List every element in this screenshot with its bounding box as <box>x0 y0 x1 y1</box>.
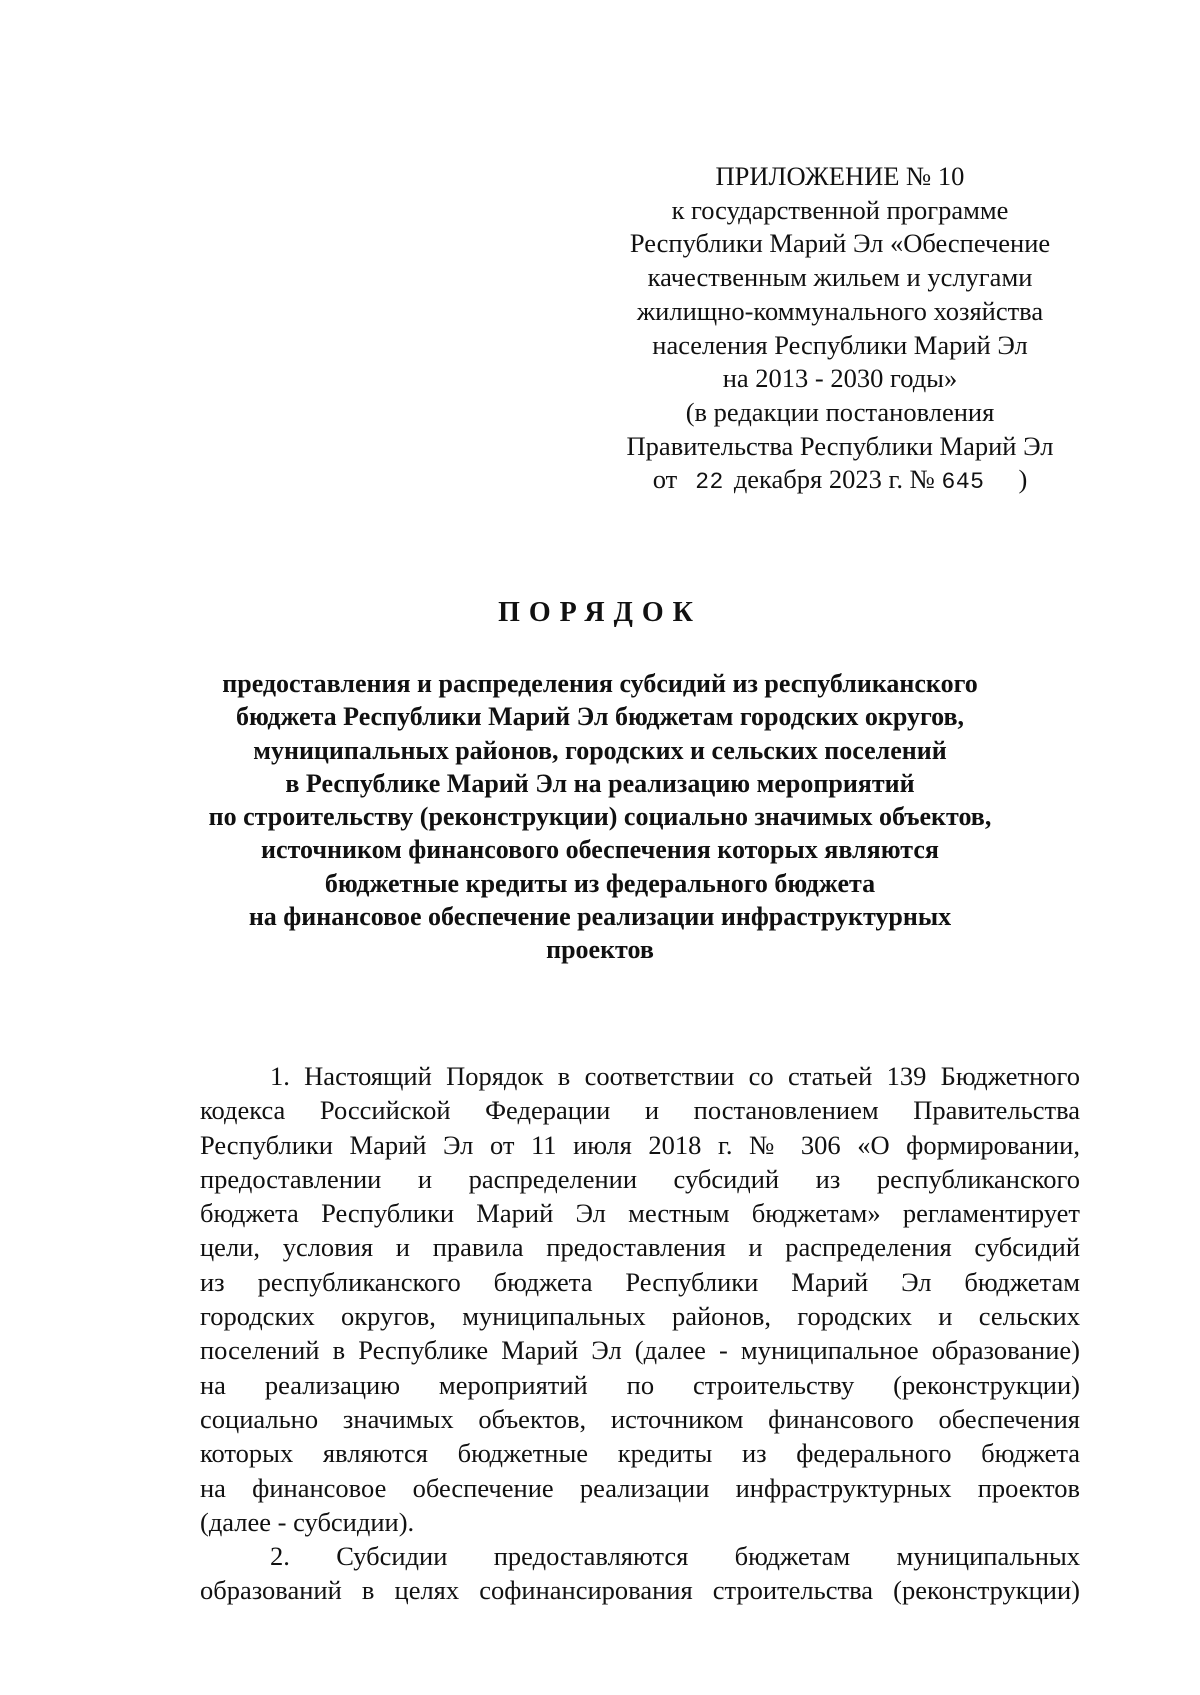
subtitle-line: источником финансового обеспечения которых являются <box>261 835 939 865</box>
subtitle-line: муниципальных районов, городских и сельских поселений <box>253 735 947 765</box>
paragraph-line: поселений в Республике Марий Эл (далее - муниципальное образование) <box>200 1335 1080 1366</box>
paragraph-line: 1. Настоящий Порядок в соответствии со статьей 139 Бюджетного <box>270 1061 1080 1091</box>
paragraph-line: образований в целях софинансирования строительства (реконструкции) <box>200 1575 1080 1606</box>
paragraph-line: на реализацию мероприятий по строительству (реконструкции) <box>200 1369 1080 1400</box>
document-title: ПОРЯДОК <box>498 597 702 628</box>
date-month-year: декабря 2023 г. № <box>733 464 935 495</box>
paragraph-line: которых являются бюджетные кредиты из федерального бюджета <box>200 1438 1080 1469</box>
paragraph-line: кодекса Российской Федерации и постановлением Правительства <box>200 1095 1080 1126</box>
paragraph-1 <box>200 1059 1080 1539</box>
paragraph-line: на финансовое обеспечение реализации инфраструктурных проектов <box>200 1472 1080 1503</box>
document-subtitle <box>150 667 1050 967</box>
appendix-line: качественным жильем и услугами <box>647 262 1033 293</box>
appendix-line: ПРИЛОЖЕНИЕ № 10 <box>715 161 965 191</box>
paragraph-line: из республиканского бюджета Республики Марий Эл бюджетам <box>200 1266 1080 1297</box>
subtitle-line: бюджетные кредиты из федерального бюджета <box>324 868 876 898</box>
appendix-line: Правительства Республики Марий Эл <box>626 430 1054 461</box>
date-day: 22 <box>695 469 724 496</box>
document-body <box>200 1059 1080 1608</box>
appendix-line: жилищно-коммунального хозяйства <box>636 295 1044 326</box>
appendix-header <box>585 160 1095 500</box>
appendix-line: (в редакции постановления <box>685 396 995 427</box>
appendix-line: к государственной программе <box>671 194 1009 225</box>
date-suffix: ) <box>1018 464 1028 495</box>
subtitle-line: по строительству (реконструкции) социально значимых объектов, <box>208 802 992 832</box>
paragraph-line: предоставлении и распределении субсидий из республиканского <box>200 1163 1080 1194</box>
appendix-line: Республики Марий Эл «Обеспечение <box>629 228 1051 259</box>
decree-number: 645 <box>941 469 985 496</box>
paragraph-line: 2. Субсидии предоставляются бюджетам муниципальных <box>270 1541 1080 1572</box>
appendix-line: на 2013 - 2030 годы» <box>722 363 958 394</box>
paragraph-line: (далее - субсидии). <box>200 1506 415 1537</box>
subtitle-line: бюджета Республики Марий Эл бюджетам городских округов, <box>235 702 965 732</box>
appendix-date-line <box>585 463 1095 500</box>
paragraph-line: социально значимых объектов, источником финансового обеспечения <box>200 1403 1080 1434</box>
subtitle-line: на финансовое обеспечение реализации инфраструктурных <box>248 902 952 932</box>
paragraph-line: Республики Марий Эл от 11 июля 2018 г. № 306 «О формировании, <box>200 1129 1080 1160</box>
subtitle-line: предоставления и распределения субсидий из республиканского <box>222 669 978 698</box>
paragraph-line: городских округов, муниципальных районов, городских и сельских <box>200 1301 1080 1332</box>
paragraph-2 <box>200 1539 1080 1608</box>
paragraph-line: цели, условия и правила предоставления и распределения субсидий <box>200 1232 1080 1263</box>
paragraph-line: бюджета Республики Марий Эл местным бюджетам» регламентирует <box>200 1198 1080 1229</box>
appendix-line: населения Республики Марий Эл <box>652 329 1028 360</box>
subtitle-line: проектов <box>546 935 654 965</box>
date-prefix: от <box>652 464 678 495</box>
subtitle-line: в Республике Марий Эл на реализацию мероприятий <box>285 768 915 798</box>
